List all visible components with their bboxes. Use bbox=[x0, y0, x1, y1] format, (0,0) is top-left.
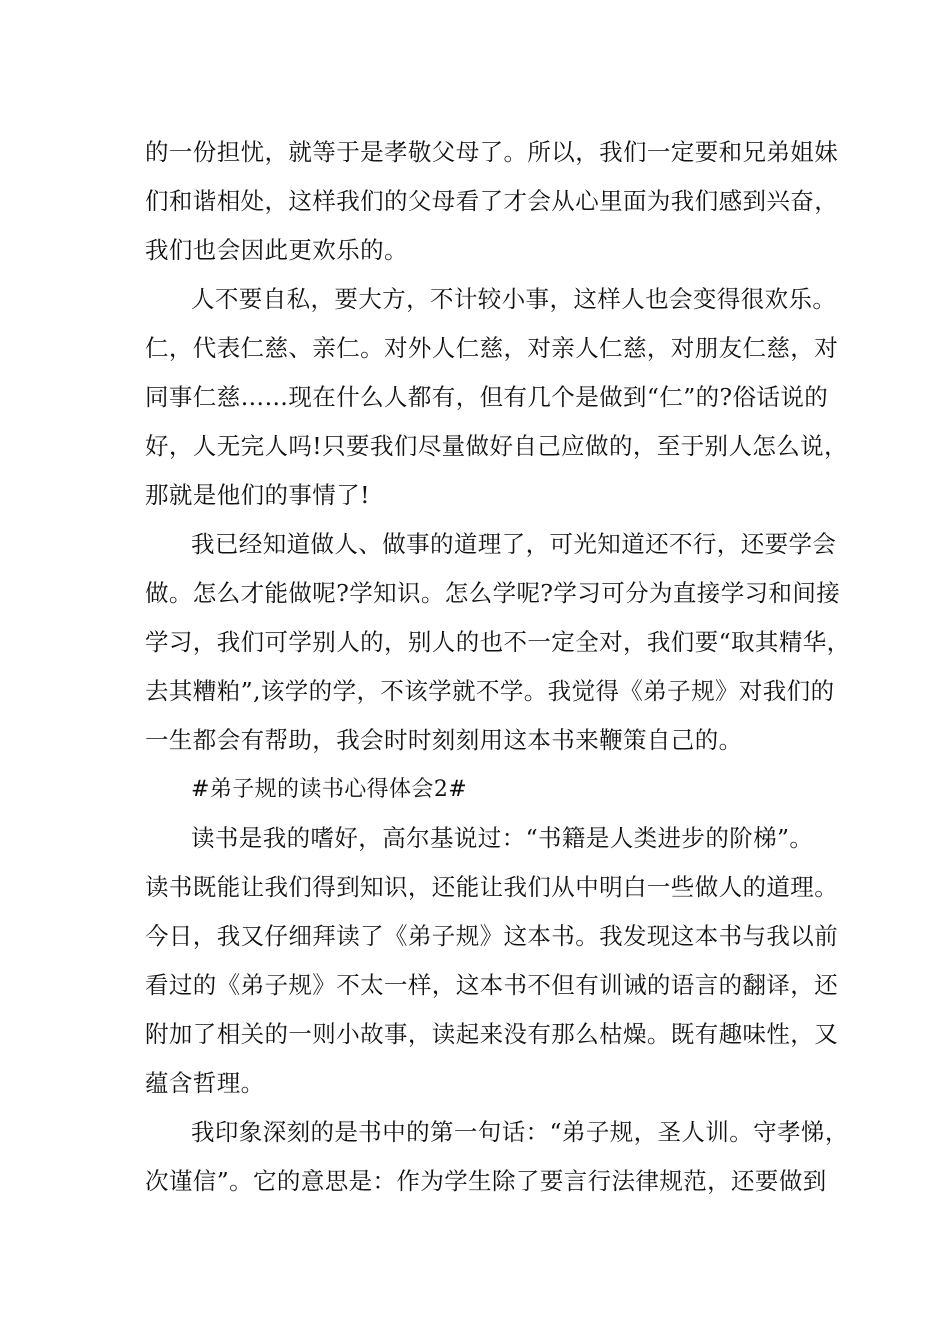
text-line: 的一份担忧，就等于是孝敬父母了。所以，我们一定要和兄弟姐妹 bbox=[145, 138, 839, 166]
text-line: 做。怎么才能做呢?学知识。怎么学呢?学习可分为直接学习和间接 bbox=[145, 579, 841, 607]
paragraph-first-line: 我印象深刻的是书中的第一句话：“弟子规，圣人训。守孝悌， bbox=[191, 1118, 849, 1146]
text-line: 读书既能让我们得到知识，还能让我们从中明白一些做人的道理。 bbox=[145, 873, 839, 901]
text-line: 附加了相关的一则小故事，读起来没有那么枯燥。既有趣味性，又 bbox=[145, 1020, 839, 1048]
text-line: 去其糟粕”,该学的学，不该学就不学。我觉得《弟子规》对我们的 bbox=[145, 677, 835, 705]
paragraph-first-line: 人不要自私，要大方，不计较小事，这样人也会变得很欢乐。 bbox=[191, 285, 837, 313]
text-line: 次谨信”。它的意思是：作为学生除了要言行法律规范，还要做到 bbox=[145, 1167, 827, 1195]
paragraph-first-line: 我已经知道做人、做事的道理了，可光知道还不行，还要学会 bbox=[191, 530, 837, 558]
text-line: 蕴含哲理。 bbox=[145, 1069, 265, 1097]
document-body bbox=[145, 128, 851, 1206]
text-line: 看过的《弟子规》不太一样，这本书不但有训诫的语言的翻译，还 bbox=[145, 971, 839, 999]
text-line: 好，人无完人吗!只要我们尽量做好自己应做的，至于别人怎么说， bbox=[145, 432, 848, 460]
text-line: 那就是他们的事情了! bbox=[145, 481, 370, 509]
text-line: 们和谐相处，这样我们的父母看了才会从心里面为我们感到兴奋， bbox=[145, 187, 839, 215]
text-line: 同事仁慈……现在什么人都有，但有几个是做到“仁”的?俗话说的 bbox=[145, 383, 829, 411]
text-line: 一生都会有帮助，我会时时刻刻用这本书来鞭策自己的。 bbox=[145, 726, 743, 754]
text-line: 我们也会因此更欢乐的。 bbox=[145, 236, 408, 264]
text-line: 仁，代表仁慈、亲仁。对外人仁慈，对亲人仁慈，对朋友仁慈，对 bbox=[145, 334, 839, 362]
text-line: 今日，我又仔细拜读了《弟子规》这本书。我发现这本书与我以前 bbox=[145, 922, 839, 950]
text-line: 学习，我们可学别人的，别人的也不一定全对，我们要“取其精华， bbox=[145, 628, 851, 656]
section-heading: #弟子规的读书心得体会2# bbox=[191, 777, 468, 802]
paragraph-first-line: 读书是我的嗜好，高尔基说过：“书籍是人类进步的阶梯”。 bbox=[191, 824, 814, 852]
